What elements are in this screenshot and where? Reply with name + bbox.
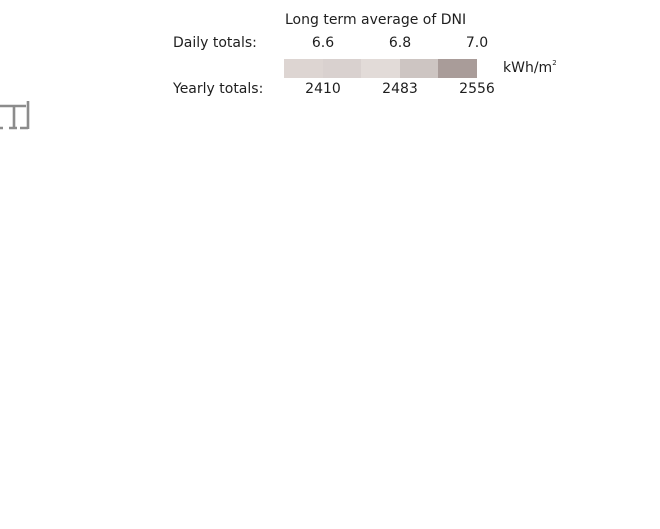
- unit-exponent: 2: [552, 59, 557, 67]
- daily-tick-3: 7.0: [465, 35, 489, 51]
- ramp-swatch-3: [361, 59, 400, 78]
- unit-base: kWh/m: [503, 60, 553, 76]
- daily-tick-2: 6.8: [388, 35, 412, 51]
- ramp-swatch-4: [400, 59, 439, 78]
- yearly-tick-2: 2483: [382, 81, 418, 97]
- legend-title: Long term average of DNI: [285, 12, 467, 28]
- ramp-swatch-5: [438, 59, 477, 78]
- map-border-fragment-icon: [0, 99, 34, 135]
- color-ramp: [284, 59, 477, 78]
- daily-totals-label: Daily totals:: [173, 35, 257, 51]
- unit-label: [503, 59, 557, 76]
- ramp-swatch-1: [284, 59, 323, 78]
- yearly-totals-label: Yearly totals:: [173, 81, 264, 97]
- ramp-swatch-2: [323, 59, 362, 78]
- yearly-tick-1: 2410: [305, 81, 341, 97]
- yearly-tick-3: 2556: [459, 81, 495, 97]
- dni-legend: [0, 0, 660, 120]
- daily-tick-1: 6.6: [311, 35, 335, 51]
